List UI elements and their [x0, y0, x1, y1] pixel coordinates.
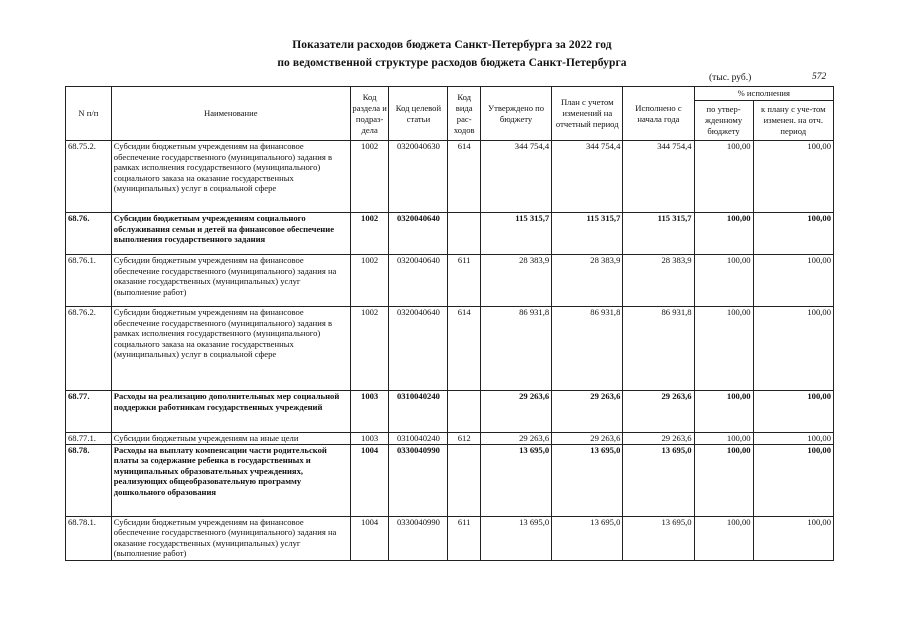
table-row [66, 307, 834, 391]
row-approved: 13 695,0 [480, 516, 551, 560]
row-number: 68.78.1. [66, 516, 112, 560]
row-pct-plan: 100,00 [753, 255, 833, 307]
row-number: 68.76. [66, 213, 112, 255]
row-approved: 29 263,6 [480, 433, 551, 445]
row-type-code: 611 [448, 516, 481, 560]
row-number: 68.77. [66, 391, 112, 433]
row-plan: 115 315,7 [552, 213, 623, 255]
row-pct-approved: 100,00 [694, 141, 753, 213]
row-pct-approved: 100,00 [694, 433, 753, 445]
row-executed: 344 754,4 [623, 141, 694, 213]
row-target-code: 0320040640 [389, 213, 448, 255]
row-name: Субсидии бюджетным учреждениям на иные цели [111, 433, 350, 445]
header-no: N п/п [66, 87, 112, 141]
row-type-code: 611 [448, 255, 481, 307]
table-row [66, 433, 834, 445]
row-executed: 29 263,6 [623, 391, 694, 433]
row-name: Субсидии бюджетным учреждениям на финансовое обеспечение государственного (муниципального) задания в рамках исполнения государственного (муниципального) социального заказа на оказание государственных (муниципальных) услуг в социальной сфере [111, 141, 350, 213]
table-row [66, 141, 834, 213]
header-name: Наименование [111, 87, 350, 141]
row-number: 68.76.2. [66, 307, 112, 391]
row-section-code: 1004 [350, 444, 389, 516]
row-name: Субсидии бюджетным учреждениям на финансовое обеспечение государственного (муниципального) задания на оказание государственных (муниципальных) услуг (выполнение работ) [111, 255, 350, 307]
row-target-code: 0320040630 [389, 141, 448, 213]
row-name: Субсидии бюджетным учреждениям на финансовое обеспечение государственного (муниципального) задания в рамках исполнения государственного (муниципального) социального заказа на оказание государственных (муниципальных) услуг в социальной сфере [111, 307, 350, 391]
row-section-code: 1002 [350, 255, 389, 307]
row-approved: 86 931,8 [480, 307, 551, 391]
row-number: 68.77.1. [66, 433, 112, 445]
row-pct-plan: 100,00 [753, 141, 833, 213]
header-pct-plan: к плану с уче-том изменен. на отч. период [753, 101, 833, 141]
table-row [66, 444, 834, 516]
table-body [66, 141, 834, 561]
header-executed: Исполнено с начала года [623, 87, 694, 141]
row-type-code [448, 444, 481, 516]
row-pct-approved: 100,00 [694, 516, 753, 560]
row-name: Субсидии бюджетным учреждениям на финансовое обеспечение государственного (муниципального) задания на оказание государственных (муниципальных) услуг (выполнение работ) [111, 516, 350, 560]
row-pct-plan: 100,00 [753, 444, 833, 516]
row-pct-plan: 100,00 [753, 433, 833, 445]
row-executed: 13 695,0 [623, 516, 694, 560]
table-header [66, 87, 834, 141]
row-type-code [448, 391, 481, 433]
row-pct-approved: 100,00 [694, 213, 753, 255]
table-row [66, 516, 834, 560]
row-number: 68.78. [66, 444, 112, 516]
row-name: Расходы на выплату компенсации части родительской платы за содержание ребенка в государственных и муниципальных образовательных учреждениях, реализующих общеобразовательную программу дошкольного образования [111, 444, 350, 516]
row-section-code: 1002 [350, 307, 389, 391]
row-section-code: 1002 [350, 141, 389, 213]
row-number: 68.76.1. [66, 255, 112, 307]
header-plan: План с учетом изменений на отчетный период [552, 87, 623, 141]
row-target-code: 0330040990 [389, 444, 448, 516]
row-approved: 115 315,7 [480, 213, 551, 255]
row-plan: 29 263,6 [552, 433, 623, 445]
row-type-code [448, 213, 481, 255]
row-pct-approved: 100,00 [694, 444, 753, 516]
row-plan: 13 695,0 [552, 516, 623, 560]
row-approved: 13 695,0 [480, 444, 551, 516]
row-type-code: 612 [448, 433, 481, 445]
row-target-code: 0310040240 [389, 433, 448, 445]
row-plan: 28 383,9 [552, 255, 623, 307]
row-pct-approved: 100,00 [694, 255, 753, 307]
row-plan: 13 695,0 [552, 444, 623, 516]
header-section: Код раздела и подраз-дела [350, 87, 389, 141]
row-name: Расходы на реализацию дополнительных мер социальной поддержки работникам государственных учреждений [111, 391, 350, 433]
row-pct-plan: 100,00 [753, 391, 833, 433]
row-approved: 344 754,4 [480, 141, 551, 213]
header-pct-group: % исполнения [694, 87, 833, 101]
header-type: Код вида рас-ходов [448, 87, 481, 141]
row-pct-approved: 100,00 [694, 307, 753, 391]
table-row [66, 391, 834, 433]
row-executed: 29 263,6 [623, 433, 694, 445]
table-row [66, 255, 834, 307]
row-target-code: 0320040640 [389, 307, 448, 391]
units-label: (тыс. руб.) [709, 73, 752, 83]
row-type-code: 614 [448, 141, 481, 213]
document-title: Показатели расходов бюджета Санкт-Петербурга за 2022 год [292, 39, 612, 51]
row-pct-approved: 100,00 [694, 391, 753, 433]
row-executed: 86 931,8 [623, 307, 694, 391]
row-target-code: 0310040240 [389, 391, 448, 433]
row-executed: 115 315,7 [623, 213, 694, 255]
row-type-code: 614 [448, 307, 481, 391]
row-pct-plan: 100,00 [753, 516, 833, 560]
row-section-code: 1004 [350, 516, 389, 560]
row-pct-plan: 100,00 [753, 307, 833, 391]
row-section-code: 1003 [350, 391, 389, 433]
document-subtitle: по ведомственной структуре расходов бюджета Санкт-Петербурга [277, 57, 627, 69]
row-plan: 344 754,4 [552, 141, 623, 213]
row-target-code: 0320040640 [389, 255, 448, 307]
table-row [66, 213, 834, 255]
row-target-code: 0330040990 [389, 516, 448, 560]
row-section-code: 1002 [350, 213, 389, 255]
row-approved: 28 383,9 [480, 255, 551, 307]
budget-table [65, 86, 834, 561]
page-number: 572 [812, 72, 827, 82]
row-pct-plan: 100,00 [753, 213, 833, 255]
header-target: Код целевой статьи [389, 87, 448, 141]
row-section-code: 1003 [350, 433, 389, 445]
row-number: 68.75.2. [66, 141, 112, 213]
row-executed: 28 383,9 [623, 255, 694, 307]
row-executed: 13 695,0 [623, 444, 694, 516]
header-pct-approved: по утвер-жденному бюджету [694, 101, 753, 141]
row-approved: 29 263,6 [480, 391, 551, 433]
row-plan: 86 931,8 [552, 307, 623, 391]
header-approved: Утверждено по бюджету [480, 87, 551, 141]
row-plan: 29 263,6 [552, 391, 623, 433]
row-name: Субсидии бюджетным учреждениям социального обслуживания семьи и детей на финансовое обеспечение выполнения государственного задания [111, 213, 350, 255]
